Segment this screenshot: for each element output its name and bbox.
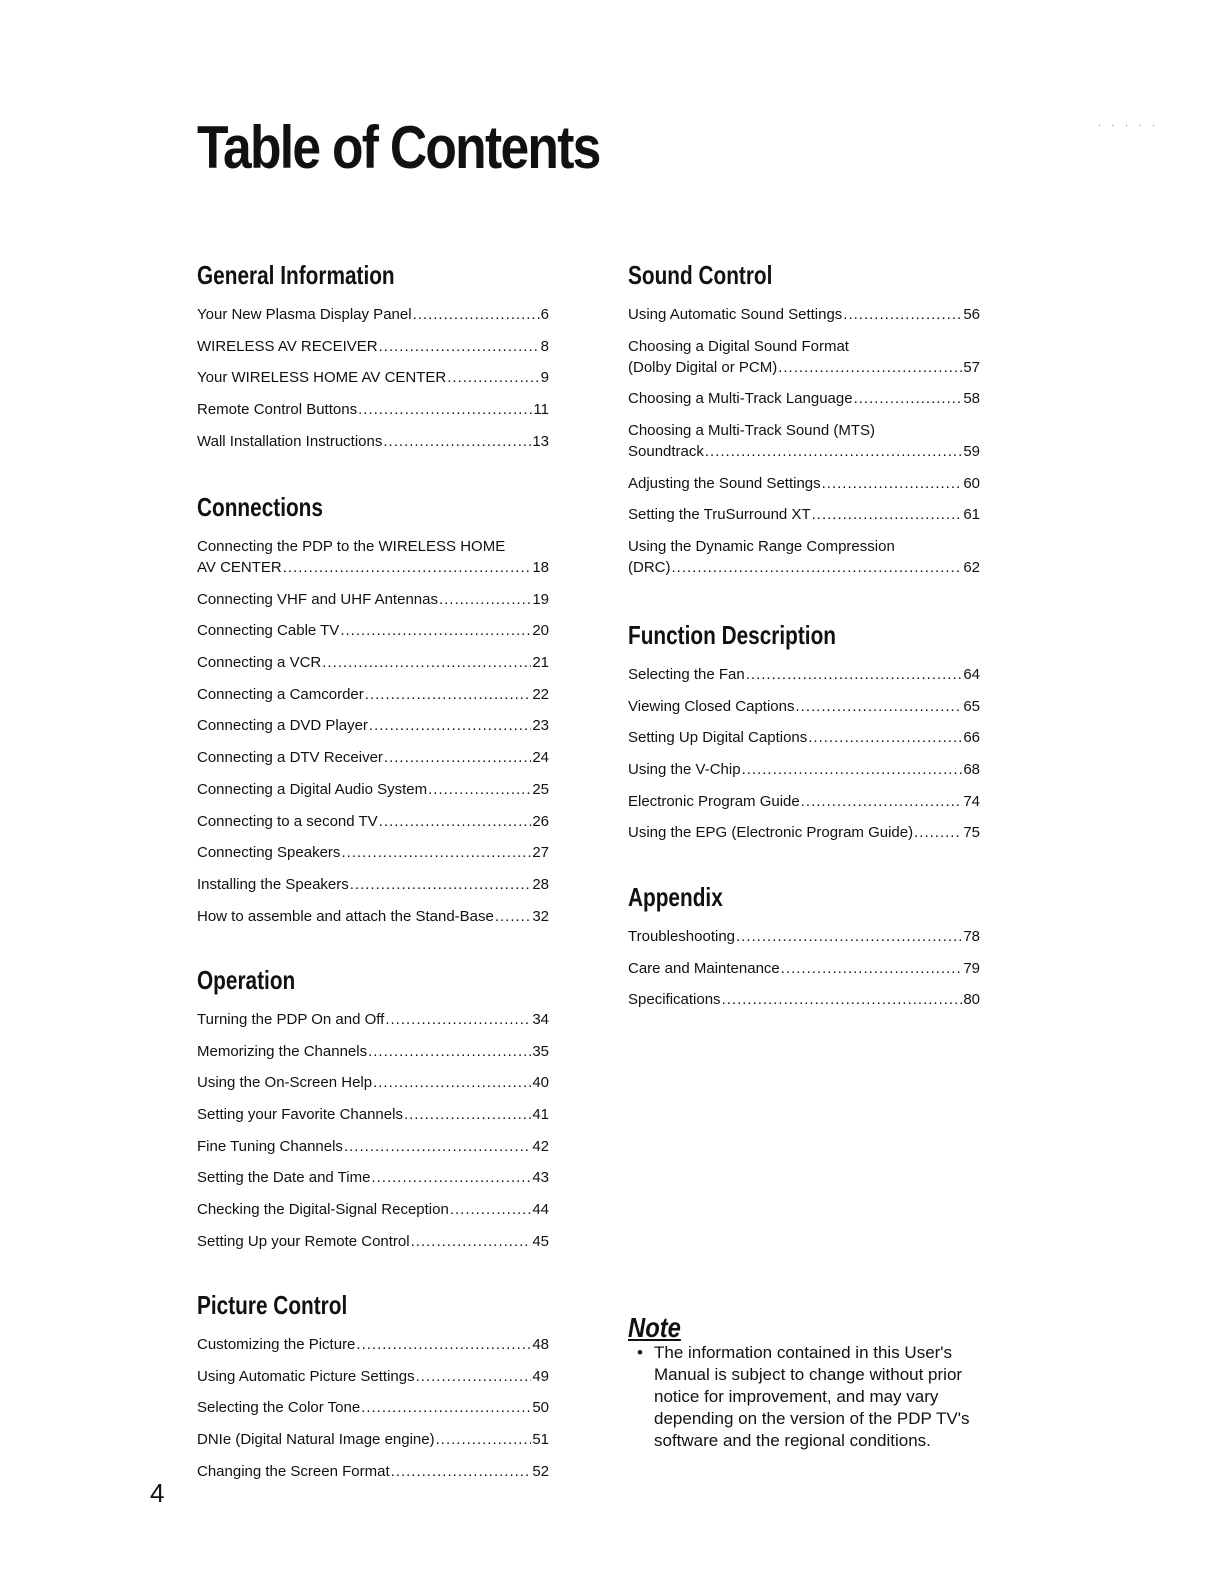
- leader-dots: [736, 926, 962, 947]
- toc-entry-text: Connecting a DVD Player: [197, 717, 368, 735]
- note-bullet-icon: •: [637, 1343, 643, 1362]
- toc-entry[interactable]: [628, 791, 980, 812]
- leader-dots: [812, 504, 963, 525]
- toc-entry-text: Using the Dynamic Range Compression: [628, 538, 895, 556]
- toc-entry-page: 48: [532, 1336, 549, 1353]
- toc-entry[interactable]: [197, 536, 549, 578]
- toc-entry-text: Using the V-Chip: [628, 761, 741, 779]
- leader-dots: [705, 441, 962, 462]
- toc-entry-page: 27: [532, 844, 549, 862]
- toc-entry[interactable]: [197, 1461, 549, 1482]
- toc-entry[interactable]: [628, 989, 980, 1010]
- section-heading: Sound Control: [628, 260, 773, 290]
- leader-dots: [385, 1009, 531, 1030]
- toc-entry-page: 50: [532, 1399, 549, 1417]
- leader-dots: [801, 791, 963, 812]
- toc-entry-page: 74: [963, 792, 980, 810]
- leader-dots: [450, 1199, 532, 1220]
- toc-entry[interactable]: [197, 336, 549, 357]
- toc-entry-text: Adjusting the Sound Settings: [628, 474, 821, 492]
- toc-entry[interactable]: [197, 304, 549, 325]
- leader-dots: [722, 989, 963, 1010]
- toc-entry-text: Care and Maintenance: [628, 959, 780, 977]
- toc-entry-text: Choosing a Digital Sound Format: [628, 337, 849, 355]
- toc-entry[interactable]: [628, 473, 980, 494]
- leader-dots: [808, 727, 962, 748]
- leader-dots: [439, 589, 531, 610]
- toc-section: [197, 1290, 549, 1492]
- toc-entry-text: Connecting a DTV Receiver: [197, 749, 383, 767]
- toc-entry[interactable]: [197, 842, 549, 863]
- toc-entry-page: 49: [532, 1367, 549, 1385]
- toc-entry-page: 34: [532, 1011, 549, 1028]
- toc-entry[interactable]: [628, 926, 980, 947]
- toc-entry-text: Setting the TruSurround XT: [628, 506, 811, 524]
- leader-dots: [369, 715, 531, 736]
- leader-dots: [843, 304, 962, 325]
- leader-dots: [383, 431, 531, 452]
- toc-entry[interactable]: [628, 822, 980, 843]
- note-heading: Note: [628, 1312, 681, 1343]
- toc-entry[interactable]: [197, 1104, 549, 1125]
- toc-entry-text: DNIe (Digital Natural Image engine): [197, 1431, 435, 1449]
- toc-entry[interactable]: [197, 1072, 549, 1093]
- toc-entry-text: Setting the Date and Time: [197, 1169, 371, 1187]
- toc-entry-text: Connecting the PDP to the WIRELESS HOME: [197, 538, 506, 555]
- toc-entry-page: 45: [532, 1232, 549, 1250]
- leader-dots: [322, 652, 531, 673]
- toc-entry-text: Connecting a Camcorder: [197, 685, 364, 703]
- toc-entry[interactable]: [197, 399, 549, 420]
- leader-dots: [796, 696, 963, 717]
- section-heading: General Information: [197, 260, 395, 290]
- toc-entry-text-continued: (DRC): [628, 559, 671, 577]
- toc-entry-text: Setting your Favorite Channels: [197, 1106, 403, 1124]
- toc-entry-page: 25: [532, 780, 549, 798]
- toc-entry[interactable]: [197, 811, 549, 832]
- toc-entry-page: 19: [532, 590, 549, 608]
- toc-entry-text: Electronic Program Guide: [628, 792, 800, 810]
- toc-entry[interactable]: [197, 715, 549, 736]
- toc-entry-page: 44: [532, 1201, 549, 1219]
- toc-entry[interactable]: [197, 874, 549, 895]
- toc-entry-text: Using Automatic Picture Settings: [197, 1367, 415, 1385]
- toc-entry-page: 9: [540, 369, 549, 387]
- toc-entry-text-continued: (Dolby Digital or PCM): [628, 358, 778, 376]
- toc-entry[interactable]: [628, 336, 980, 378]
- toc-entry[interactable]: [197, 1397, 549, 1418]
- toc-entry-text: Wall Installation Instructions: [197, 432, 383, 450]
- toc-entry-text: Setting Up Digital Captions: [628, 729, 808, 747]
- toc-entry[interactable]: [197, 1167, 549, 1188]
- toc-entry-page: 51: [532, 1431, 549, 1449]
- toc-entry-page: 59: [963, 443, 980, 461]
- toc-entry[interactable]: [197, 652, 549, 673]
- page-title: Table of Contents: [197, 114, 600, 181]
- toc-entry-page: 65: [963, 697, 980, 715]
- leader-dots: [447, 367, 539, 388]
- toc-section: [628, 260, 980, 589]
- toc-entry-text: Connecting a Digital Audio System: [197, 780, 428, 798]
- toc-entry-text: Choosing a Multi-Track Sound (MTS): [628, 422, 876, 440]
- toc-entry-page: 43: [532, 1169, 549, 1187]
- leader-dots: [356, 1334, 531, 1355]
- section-heading: Function Description: [628, 620, 836, 650]
- leader-dots: [391, 1461, 532, 1482]
- toc-entry[interactable]: [628, 958, 980, 979]
- toc-entry[interactable]: [197, 1334, 549, 1355]
- leader-dots: [361, 1397, 531, 1418]
- toc-section: [197, 492, 549, 937]
- toc-entry-page: 78: [963, 928, 980, 945]
- toc-entry-page: 24: [532, 749, 549, 767]
- toc-entry-page: 79: [963, 959, 980, 977]
- toc-entry-text: Connecting to a second TV: [197, 812, 378, 830]
- section-heading: Appendix: [628, 882, 723, 912]
- toc-entry-page: 75: [963, 824, 980, 842]
- toc-entry-page: 11: [533, 401, 549, 419]
- toc-entry[interactable]: [197, 684, 549, 705]
- leader-dots: [428, 779, 531, 800]
- leader-dots: [742, 759, 963, 780]
- note-body: [637, 1342, 997, 1452]
- leader-dots: [914, 822, 962, 843]
- toc-entry-text: WIRELESS AV RECEIVER: [197, 337, 378, 355]
- toc-entry-page: 80: [963, 991, 980, 1009]
- toc-entry-text: Your WIRELESS HOME AV CENTER: [197, 369, 447, 387]
- toc-entry-text: Selecting the Color Tone: [197, 1399, 361, 1417]
- toc-entry[interactable]: [628, 504, 980, 525]
- leader-dots: [436, 1429, 532, 1450]
- toc-entry-text: How to assemble and attach the Stand-Base: [197, 907, 494, 925]
- toc-entry-page: 68: [963, 761, 980, 779]
- toc-entry[interactable]: [628, 388, 980, 409]
- toc-entry[interactable]: [628, 759, 980, 780]
- leader-dots: [340, 620, 531, 641]
- toc-entry-page: 13: [532, 432, 549, 450]
- leader-dots: [411, 1231, 532, 1252]
- toc-entry[interactable]: [197, 1429, 549, 1450]
- toc-entry-text: Specifications: [628, 991, 721, 1009]
- toc-entry-text: Using the EPG (Electronic Program Guide): [628, 824, 914, 842]
- toc-entry[interactable]: [197, 779, 549, 800]
- section-heading: Operation: [197, 965, 296, 995]
- toc-entry-page: 23: [532, 717, 549, 735]
- toc-entry-text: Connecting a VCR: [197, 654, 322, 672]
- toc-entry-page: 22: [532, 685, 549, 703]
- toc-entry-text: Connecting Speakers: [197, 844, 341, 862]
- toc-entry[interactable]: [197, 620, 549, 641]
- toc-entry-text: Using Automatic Sound Settings: [628, 306, 843, 323]
- section-heading: Connections: [197, 492, 323, 522]
- leader-dots: [781, 958, 963, 979]
- toc-entry-page: 21: [532, 654, 549, 672]
- toc-section: [197, 260, 549, 462]
- toc-entry-page: 57: [963, 358, 980, 376]
- toc-entry-page: 41: [532, 1106, 549, 1124]
- toc-entry[interactable]: [197, 906, 549, 927]
- leader-dots: [379, 811, 532, 832]
- toc-entry-page: 42: [532, 1137, 549, 1155]
- toc-entry-page: 64: [963, 666, 980, 683]
- page-number: 4: [150, 1478, 165, 1508]
- toc-entry-text: Memorizing the Channels: [197, 1042, 368, 1060]
- toc-entry-text: Viewing Closed Captions: [628, 697, 795, 715]
- toc-entry-text: Remote Control Buttons: [197, 401, 358, 419]
- toc-entry[interactable]: [197, 431, 549, 452]
- toc-entry-text: Installing the Speakers: [197, 875, 349, 893]
- toc-entry-page: 20: [532, 622, 549, 640]
- toc-entry-text: Setting Up your Remote Control: [197, 1232, 410, 1250]
- leader-dots: [344, 1136, 531, 1157]
- toc-entry-page: 35: [532, 1042, 549, 1060]
- toc-entry-page: 28: [532, 875, 549, 893]
- toc-entry-text: Choosing a Multi-Track Language: [628, 390, 853, 408]
- toc-entry-text: Selecting the Fan: [628, 666, 745, 683]
- toc-entry[interactable]: [197, 589, 549, 610]
- toc-entry-page: 61: [963, 506, 980, 524]
- note-text: The information contained in this User's Manual is subject to change without prior notice for improvement, and may vary depending on the version of the PDP TV's software and the regional conditions.: [654, 1343, 970, 1450]
- toc-entry[interactable]: [628, 727, 980, 748]
- toc-entry[interactable]: [197, 1136, 549, 1157]
- toc-entry-page: 26: [532, 812, 549, 830]
- leader-dots: [365, 684, 532, 705]
- leader-dots: [746, 664, 963, 685]
- toc-entry-text-continued: AV CENTER: [197, 559, 282, 576]
- toc-section: [628, 882, 980, 1021]
- leader-dots: [371, 1167, 531, 1188]
- leader-dots: [350, 874, 532, 895]
- toc-entry[interactable]: [197, 1041, 549, 1062]
- toc-entry[interactable]: [197, 747, 549, 768]
- leader-dots: [413, 304, 540, 325]
- leader-dots: [358, 399, 532, 420]
- toc-entry[interactable]: [197, 1231, 549, 1252]
- toc-entry-text: Using the On-Screen Help: [197, 1074, 373, 1092]
- toc-entry-page: 6: [540, 306, 549, 323]
- toc-entry-text: Changing the Screen Format: [197, 1462, 390, 1480]
- toc-entry-text: Checking the Digital-Signal Reception: [197, 1201, 449, 1219]
- toc-entry[interactable]: [628, 304, 980, 325]
- toc-entry-page: 66: [963, 729, 980, 747]
- leader-dots: [384, 747, 531, 768]
- toc-entry-page: 62: [963, 559, 980, 577]
- toc-entry-text: Customizing the Picture: [197, 1336, 356, 1353]
- toc-entry-page: 56: [963, 306, 980, 323]
- leader-dots: [341, 842, 531, 863]
- toc-entry-text: Connecting Cable TV: [197, 622, 340, 640]
- leader-dots: [404, 1104, 531, 1125]
- toc-entry[interactable]: [197, 1199, 549, 1220]
- leader-dots: [854, 388, 963, 409]
- leader-dots: [373, 1072, 531, 1093]
- toc-entry-text-continued: Soundtrack: [628, 443, 704, 461]
- toc-entry[interactable]: [197, 367, 549, 388]
- leader-dots: [822, 473, 963, 494]
- section-heading: Picture Control: [197, 1290, 348, 1320]
- toc-entry[interactable]: [628, 664, 980, 685]
- leader-dots: [283, 557, 532, 578]
- toc-entry[interactable]: [197, 1009, 549, 1030]
- toc-entry-page: 40: [532, 1074, 549, 1092]
- leader-dots: [368, 1041, 531, 1062]
- toc-entry-text: Fine Tuning Channels: [197, 1137, 343, 1155]
- toc-section: [628, 620, 980, 854]
- leader-dots: [672, 557, 963, 578]
- toc-section: [197, 965, 549, 1263]
- toc-entry-text: Turning the PDP On and Off: [197, 1011, 385, 1028]
- toc-entry[interactable]: [197, 1366, 549, 1387]
- toc-entry-text: Connecting VHF and UHF Antennas: [197, 590, 438, 608]
- corner-marks: . . . . .: [1098, 118, 1160, 129]
- toc-entry-page: 18: [532, 559, 549, 576]
- toc-entry-page: 52: [532, 1462, 549, 1480]
- leader-dots: [416, 1366, 532, 1387]
- leader-dots: [495, 906, 531, 927]
- leader-dots: [379, 336, 540, 357]
- toc-entry-text: Your New Plasma Display Panel: [197, 306, 412, 323]
- toc-entry[interactable]: [628, 696, 980, 717]
- toc-entry-page: 8: [540, 337, 549, 355]
- toc-entry-page: 60: [963, 474, 980, 492]
- leader-dots: [778, 357, 962, 378]
- toc-entry[interactable]: [628, 420, 980, 462]
- toc-entry-text: Troubleshooting: [628, 928, 736, 945]
- toc-entry-page: 58: [963, 390, 980, 408]
- toc-entry[interactable]: [628, 536, 980, 578]
- toc-entry-page: 32: [532, 907, 549, 925]
